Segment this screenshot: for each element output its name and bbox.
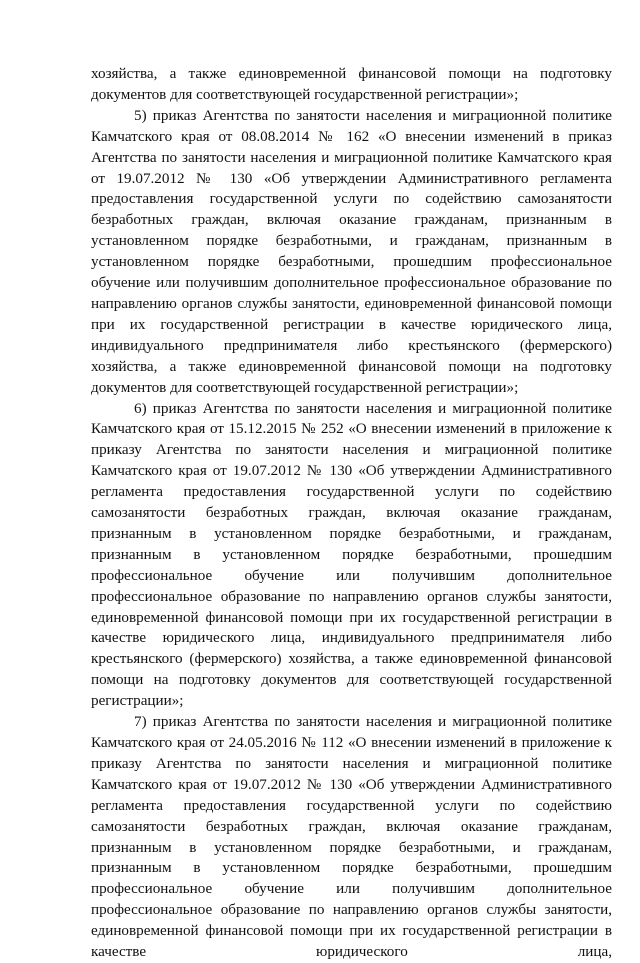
paragraph-item-7: 7) приказ Агентства по занятости населения и миграционной политике Камчатского края от 24.05.2016 № 112 «О внесении изменений в приложение к приказу Агентства по занятости населения и миграционной политике Камчатского края от 19.07.2012 № 130 «Об утверждении Административного регламента предоставления государственной услуги по содействию самозанятости безработных граждан, включая оказание гражданам, признанным в установленном порядке безработными, и гражданам, признанным в установленном порядке безработными, прошедшим профессиональное обучение или получившим дополнительное профессиональное образование по направлению органов службы занятости, единовременной финансовой помощи при их государственной регистрации в качестве юридического лица, [91, 713, 612, 961]
paragraph-continuation: хозяйства, а также единовременной финансовой помощи на подготовку документов для соответствующей государственной регистрации»; [91, 65, 612, 103]
paragraph-item-5: 5) приказ Агентства по занятости населения и миграционной политике Камчатского края от 08.08.2014 № 162 «О внесении изменений в приказ Агентства по занятости населения и миграционной политике Камчатского края от 19.07.2012 № 130 «Об утверждении Административного регламента предоставления государственной услуги по содействию самозанятости безработных граждан, включая оказание гражданам, признанным в установленном порядке безработными, и гражданам, признанным в установленном порядке безработными, прошедшим профессиональное обучение или получившим дополнительное профессиональное образование по направлению органов службы занятости, единовременной финансовой помощи при их государственной регистрации в качестве юридического лица, индивидуального предпринимателя либо крестьянского (фермерского) хозяйства, а также единовременной финансовой помощи на подготовку документов для соответствующей государственной регистрации»; [91, 106, 612, 396]
paragraph-item-6: 6) приказ Агентства по занятости населения и миграционной политике Камчатского края от 15.12.2015 № 252 «О внесении изменений в приложение к приказу Агентства по занятости населения и миграционной политике Камчатского края от 19.07.2012 № 130 «Об утверждении Административного регламента предоставления государственной услуги по содействию самозанятости безработных граждан, включая оказание гражданам, признанным в установленном порядке безработными, и гражданам, признанным в установленном порядке безработными, прошедшим профессиональное обучение или получившим дополнительное профессиональное образование по направлению органов службы занятости, единовременной финансовой помощи при их государственной регистрации в качестве юридического лица, индивидуального предпринимателя либо крестьянского (фермерского) хозяйства, а также единовременной финансовой помощи на подготовку документов для соответствующей государственной регистрации»; [91, 399, 612, 710]
